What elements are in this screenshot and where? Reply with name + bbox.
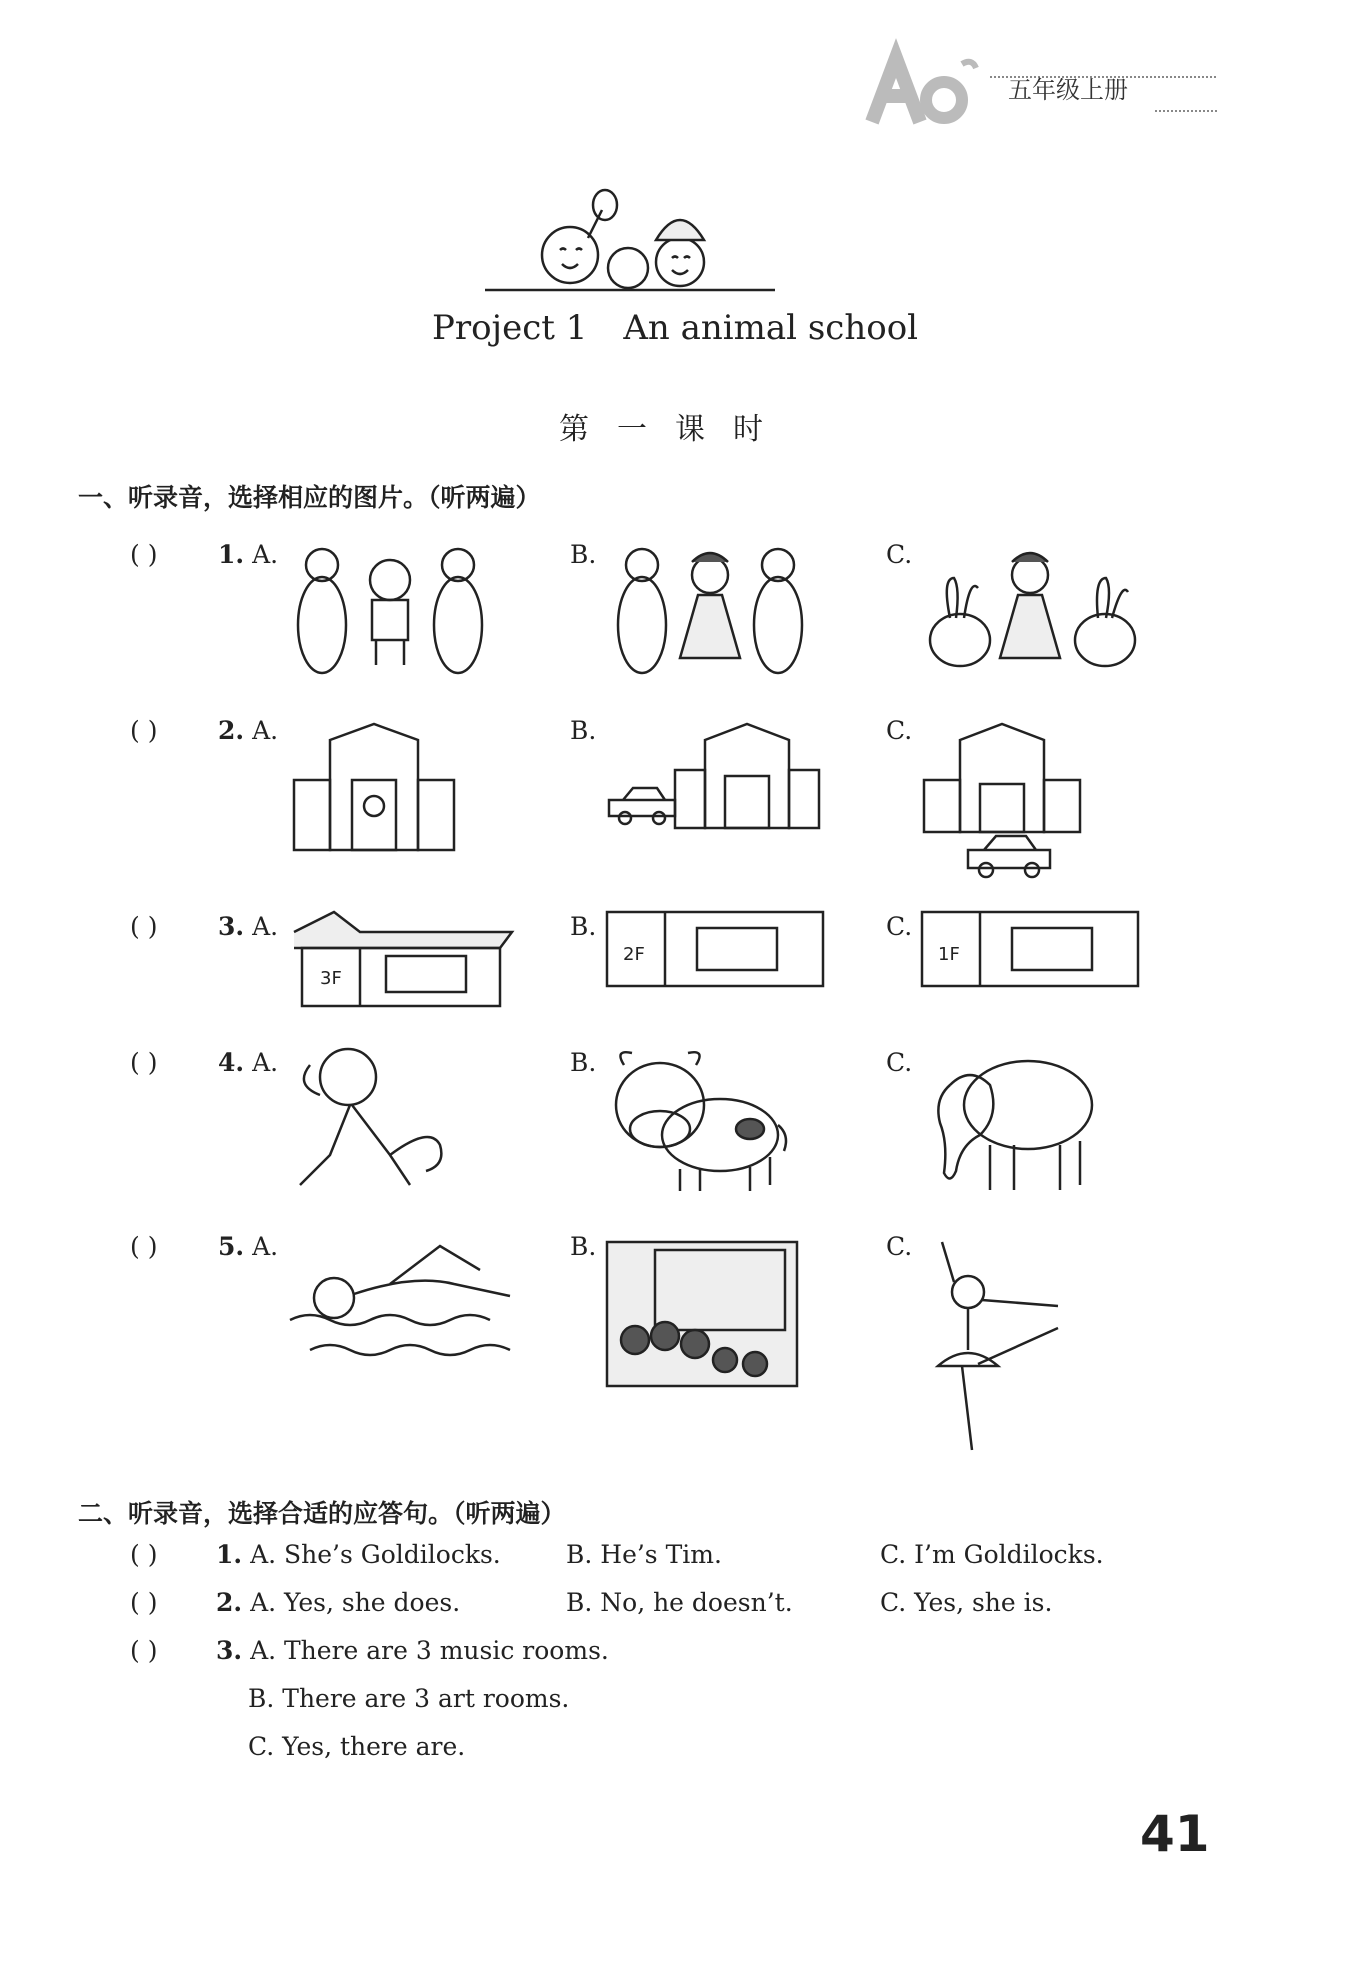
- s2-question-1: 1. A. She’s Goldilocks.: [216, 1540, 501, 1569]
- monkey-image: [290, 1045, 450, 1195]
- option-1b: B.: [570, 540, 597, 569]
- swimmer-image: [290, 1240, 530, 1380]
- question-1: 1. A.: [218, 540, 279, 569]
- option-3b: B.: [570, 912, 597, 941]
- answer-blank[interactable]: ( ): [130, 1588, 158, 1617]
- project-name: An animal school: [623, 308, 919, 348]
- art-room-1f-image: [920, 910, 1140, 990]
- answer-blank[interactable]: ( ): [130, 1232, 158, 1261]
- rabbits-girl-image: [920, 540, 1140, 680]
- ballerina-image: [918, 1240, 1068, 1470]
- bears-girl-image: [610, 540, 810, 680]
- lesson-label: 第一课时: [559, 412, 791, 447]
- art-room-2f-image: [605, 910, 825, 990]
- logo-icon: [862, 50, 992, 130]
- s2-option-2b: B. No, he doesn’t.: [566, 1588, 793, 1617]
- answer-blank[interactable]: ( ): [130, 912, 158, 941]
- s2-option-1c: C. I’m Goldilocks.: [880, 1540, 1104, 1569]
- bears-boy-image: [290, 540, 490, 680]
- option-4b: B.: [570, 1048, 597, 1077]
- question-5: 5. A.: [218, 1232, 279, 1261]
- art-room-3f-image: [290, 910, 515, 1010]
- answer-blank[interactable]: ( ): [130, 716, 158, 745]
- section2-heading: 二、听录音，选择合适的应答句。（听两遍）: [78, 1499, 566, 1528]
- s2-question-3: 3. A. There are 3 music rooms.: [216, 1636, 609, 1665]
- school-car-front-image: [920, 720, 1080, 880]
- option-2c: C.: [886, 716, 913, 745]
- question-4: 4. A.: [218, 1048, 279, 1077]
- header-dots: [1155, 110, 1217, 112]
- school-car-left-image: [605, 720, 825, 850]
- cinema-image: [605, 1240, 800, 1390]
- s2-option-2c: C. Yes, she is.: [880, 1588, 1053, 1617]
- option-2b: B.: [570, 716, 597, 745]
- question-2: 2. A.: [218, 716, 279, 745]
- page-title: [0, 308, 1350, 348]
- floor-3f: 3F: [320, 968, 342, 989]
- floor-1f: 1F: [938, 944, 960, 965]
- option-5c: C.: [886, 1232, 913, 1261]
- s2-option-3b: B. There are 3 art rooms.: [248, 1684, 570, 1713]
- s2-option-3c: C. Yes, there are.: [248, 1732, 466, 1761]
- elephant-image: [920, 1045, 1100, 1195]
- project-label: Project 1: [431, 308, 588, 348]
- grade-label: 五年级上册: [1008, 76, 1128, 104]
- answer-blank[interactable]: ( ): [130, 1048, 158, 1077]
- answer-blank[interactable]: ( ): [130, 1636, 158, 1665]
- s2-option-1b: B. He’s Tim.: [566, 1540, 722, 1569]
- option-5b: B.: [570, 1232, 597, 1261]
- floor-2f: 2F: [623, 944, 645, 965]
- option-4c: C.: [886, 1048, 913, 1077]
- question-3: 3. A.: [218, 912, 279, 941]
- answer-blank[interactable]: ( ): [130, 540, 158, 569]
- option-1c: C.: [886, 540, 913, 569]
- answer-blank[interactable]: ( ): [130, 1540, 158, 1569]
- page-number: 41: [1140, 1805, 1210, 1863]
- cow-image: [600, 1045, 790, 1195]
- school-cat-image: [290, 720, 460, 850]
- kids-illustration: [480, 190, 780, 300]
- s2-question-2: 2. A. Yes, she does.: [216, 1588, 461, 1617]
- section1-heading: 一、听录音，选择相应的图片。（听两遍）: [78, 483, 541, 512]
- option-3c: C.: [886, 912, 913, 941]
